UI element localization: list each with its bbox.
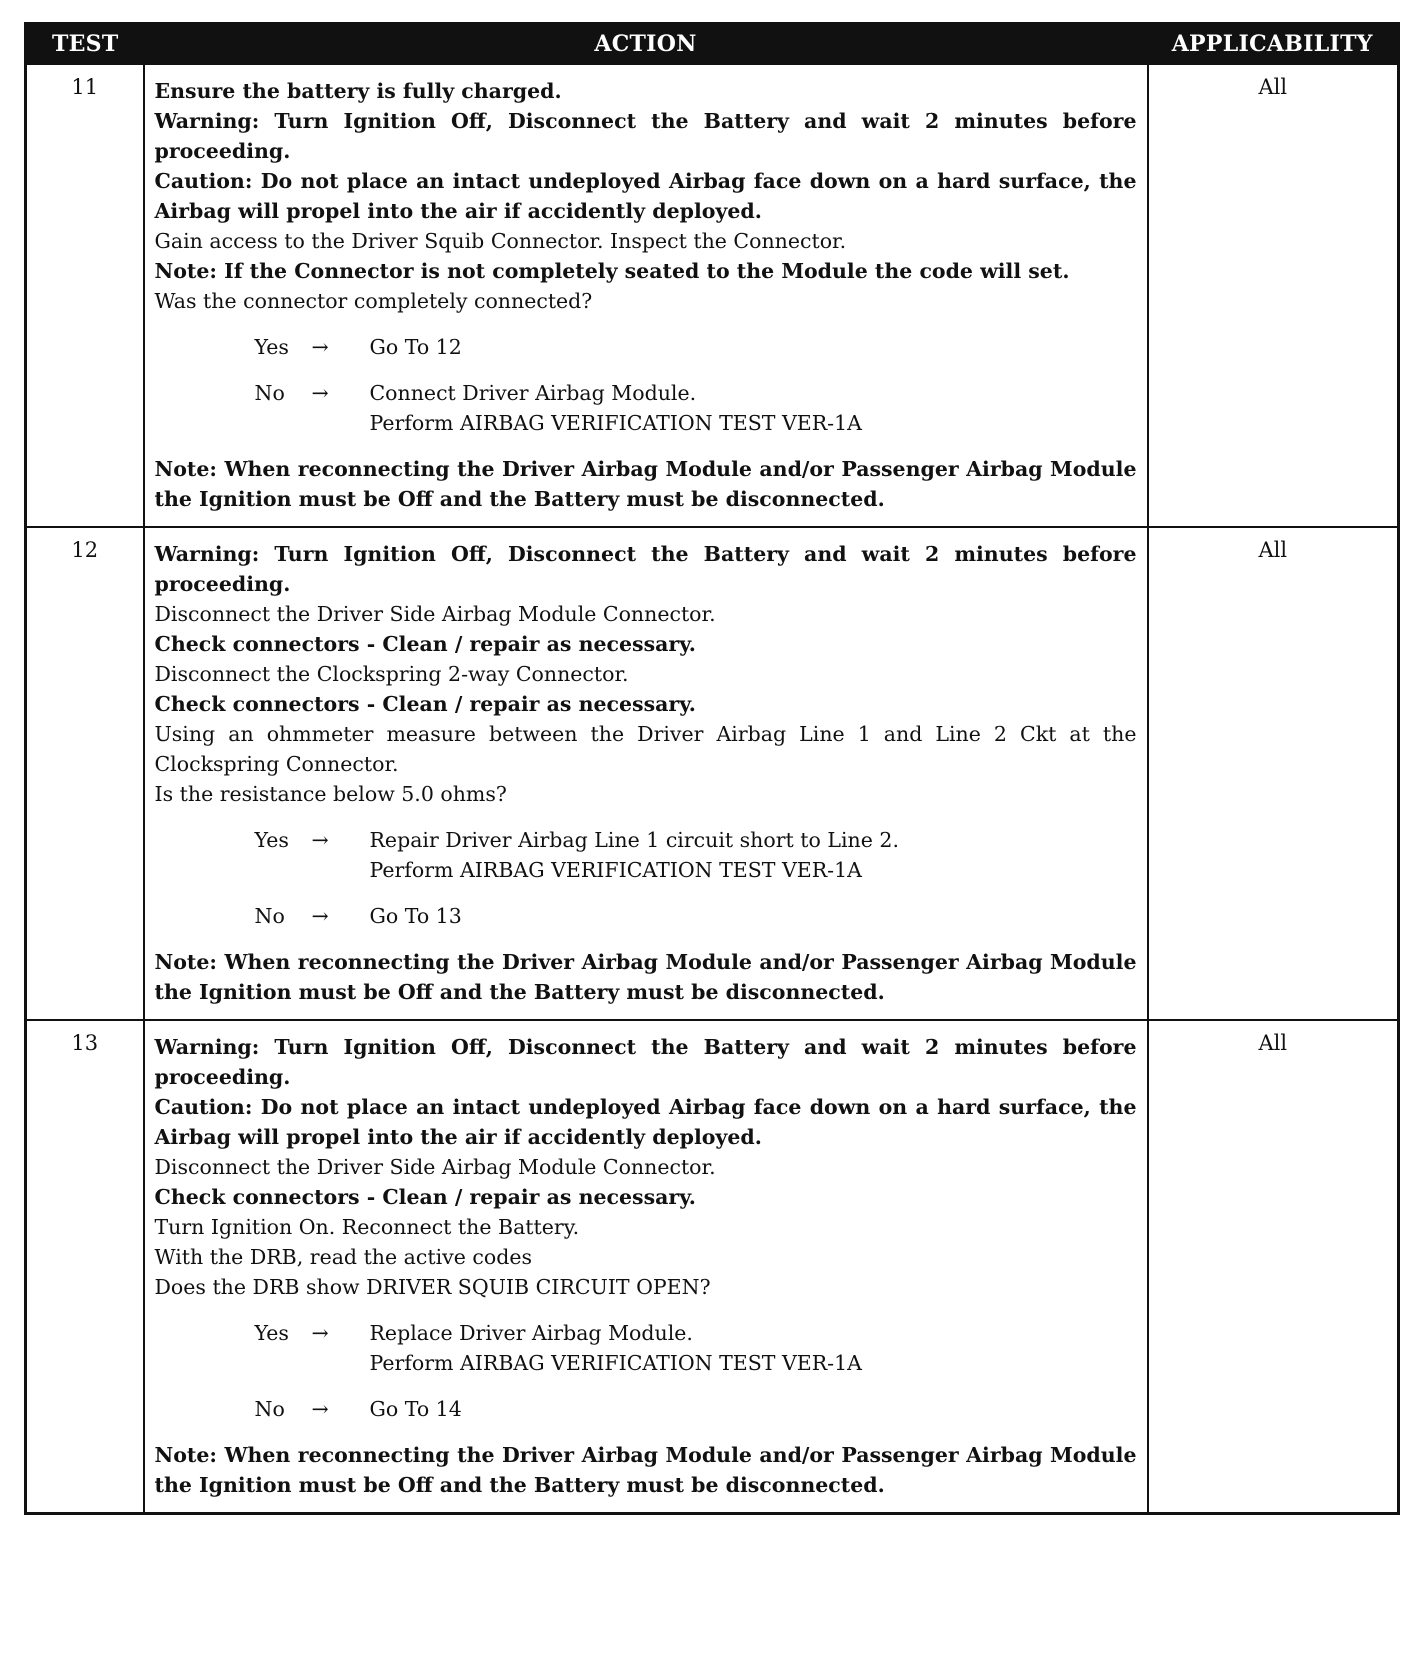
header-applicability: APPLICABILITY <box>1148 24 1399 65</box>
warning-line: Warning: Turn Ignition Off, Disconnect the Battery and wait 2 minutes before proceeding. <box>154 1035 1137 1089</box>
arrow-icon: → <box>311 904 329 928</box>
result-line: Go To 14 <box>369 1397 462 1421</box>
reconnect-note: Note: When reconnecting the Driver Airbag Module and/or Passenger Airbag Module the Ignition must be Off and the Battery must be disconnected. <box>154 1443 1137 1497</box>
instruction-line: Using an ohmmeter measure between the Driver Airbag Line 1 and Line 2 Ckt at the Clockspring Connector. <box>154 722 1137 776</box>
yes-label: Yes <box>254 335 289 359</box>
table-header-row <box>26 24 1399 65</box>
check-line: Check connectors - Clean / repair as necessary. <box>154 1185 696 1209</box>
test-number: 12 <box>26 527 144 1020</box>
reconnect-note: Note: When reconnecting the Driver Airbag Module and/or Passenger Airbag Module the Ignition must be Off and the Battery must be disconnected. <box>154 457 1137 511</box>
no-label: No <box>254 904 285 928</box>
applicability-value: All <box>1148 64 1399 527</box>
diagnostic-test-sheet <box>24 22 1397 1515</box>
result-line: Go To 12 <box>369 335 462 359</box>
applicability-value: All <box>1148 1020 1399 1514</box>
arrow-icon: → <box>311 1397 329 1421</box>
header-action: ACTION <box>144 24 1148 65</box>
instruction-line: Gain access to the Driver Squib Connector. Inspect the Connector. <box>154 229 847 253</box>
arrow-icon: → <box>311 828 329 852</box>
result-line: Repair Driver Airbag Line 1 circuit short to Line 2. <box>369 828 899 852</box>
instruction-line: Ensure the battery is fully charged. <box>154 79 562 103</box>
arrow-icon: → <box>311 335 329 359</box>
instruction-line: Disconnect the Driver Side Airbag Module Connector. <box>154 1155 716 1179</box>
result-line: Replace Driver Airbag Module. <box>369 1321 693 1345</box>
applicability-value: All <box>1148 527 1399 1020</box>
header-test: TEST <box>26 24 144 65</box>
test-row-11 <box>26 64 1399 527</box>
action-cell <box>144 1020 1148 1514</box>
question-line: Was the connector completely connected? <box>154 289 593 313</box>
note-line: Note: If the Connector is not completely seated to the Module the code will set. <box>154 259 1070 283</box>
yes-branch <box>155 1318 1137 1378</box>
arrow-icon: → <box>311 1321 329 1345</box>
no-result <box>370 1394 462 1424</box>
result-line: Connect Driver Airbag Module. <box>369 381 697 405</box>
instruction-line: With the DRB, read the active codes <box>154 1245 532 1269</box>
action-cell <box>144 527 1148 1020</box>
instruction-line: Turn Ignition On. Reconnect the Battery. <box>154 1215 580 1239</box>
yes-label: Yes <box>254 828 289 852</box>
result-line: Perform AIRBAG VERIFICATION TEST VER-1A <box>369 411 862 435</box>
check-line: Check connectors - Clean / repair as necessary. <box>154 632 696 656</box>
test-row-13 <box>26 1020 1399 1514</box>
caution-line: Caution: Do not place an intact undeployed Airbag face down on a hard surface, the Airbag will propel into the air if accidently deployed. <box>154 1095 1137 1149</box>
yes-result <box>370 825 899 885</box>
no-label: No <box>254 1397 285 1421</box>
reconnect-note: Note: When reconnecting the Driver Airbag Module and/or Passenger Airbag Module the Ignition must be Off and the Battery must be disconnected. <box>154 950 1137 1004</box>
question-line: Is the resistance below 5.0 ohms? <box>154 782 507 806</box>
no-result <box>370 378 862 438</box>
yes-result <box>370 332 462 362</box>
test-row-12 <box>26 527 1399 1020</box>
yes-branch <box>155 332 1137 362</box>
arrow-icon: → <box>311 381 329 405</box>
test-number: 11 <box>26 64 144 527</box>
warning-line: Warning: Turn Ignition Off, Disconnect the Battery and wait 2 minutes before proceeding. <box>154 109 1137 163</box>
yes-branch <box>155 825 1137 885</box>
result-line: Perform AIRBAG VERIFICATION TEST VER-1A <box>369 1351 862 1375</box>
result-line: Perform AIRBAG VERIFICATION TEST VER-1A <box>369 858 862 882</box>
warning-line: Warning: Turn Ignition Off, Disconnect the Battery and wait 2 minutes before proceeding. <box>154 542 1137 596</box>
yes-result <box>370 1318 862 1378</box>
question-line: Does the DRB show DRIVER SQUIB CIRCUIT OPEN? <box>154 1275 711 1299</box>
no-branch <box>155 901 1137 931</box>
yes-label: Yes <box>254 1321 289 1345</box>
no-branch <box>155 378 1137 438</box>
diagnostic-table <box>24 22 1400 1515</box>
instruction-line: Disconnect the Driver Side Airbag Module Connector. <box>154 602 716 626</box>
no-label: No <box>254 381 285 405</box>
caution-line: Caution: Do not place an intact undeployed Airbag face down on a hard surface, the Airbag will propel into the air if accidently deployed. <box>154 169 1137 223</box>
test-number: 13 <box>26 1020 144 1514</box>
no-result <box>370 901 462 931</box>
instruction-line: Disconnect the Clockspring 2-way Connector. <box>154 662 629 686</box>
no-branch <box>155 1394 1137 1424</box>
result-line: Go To 13 <box>369 904 462 928</box>
check-line: Check connectors - Clean / repair as necessary. <box>154 692 696 716</box>
action-cell <box>144 64 1148 527</box>
